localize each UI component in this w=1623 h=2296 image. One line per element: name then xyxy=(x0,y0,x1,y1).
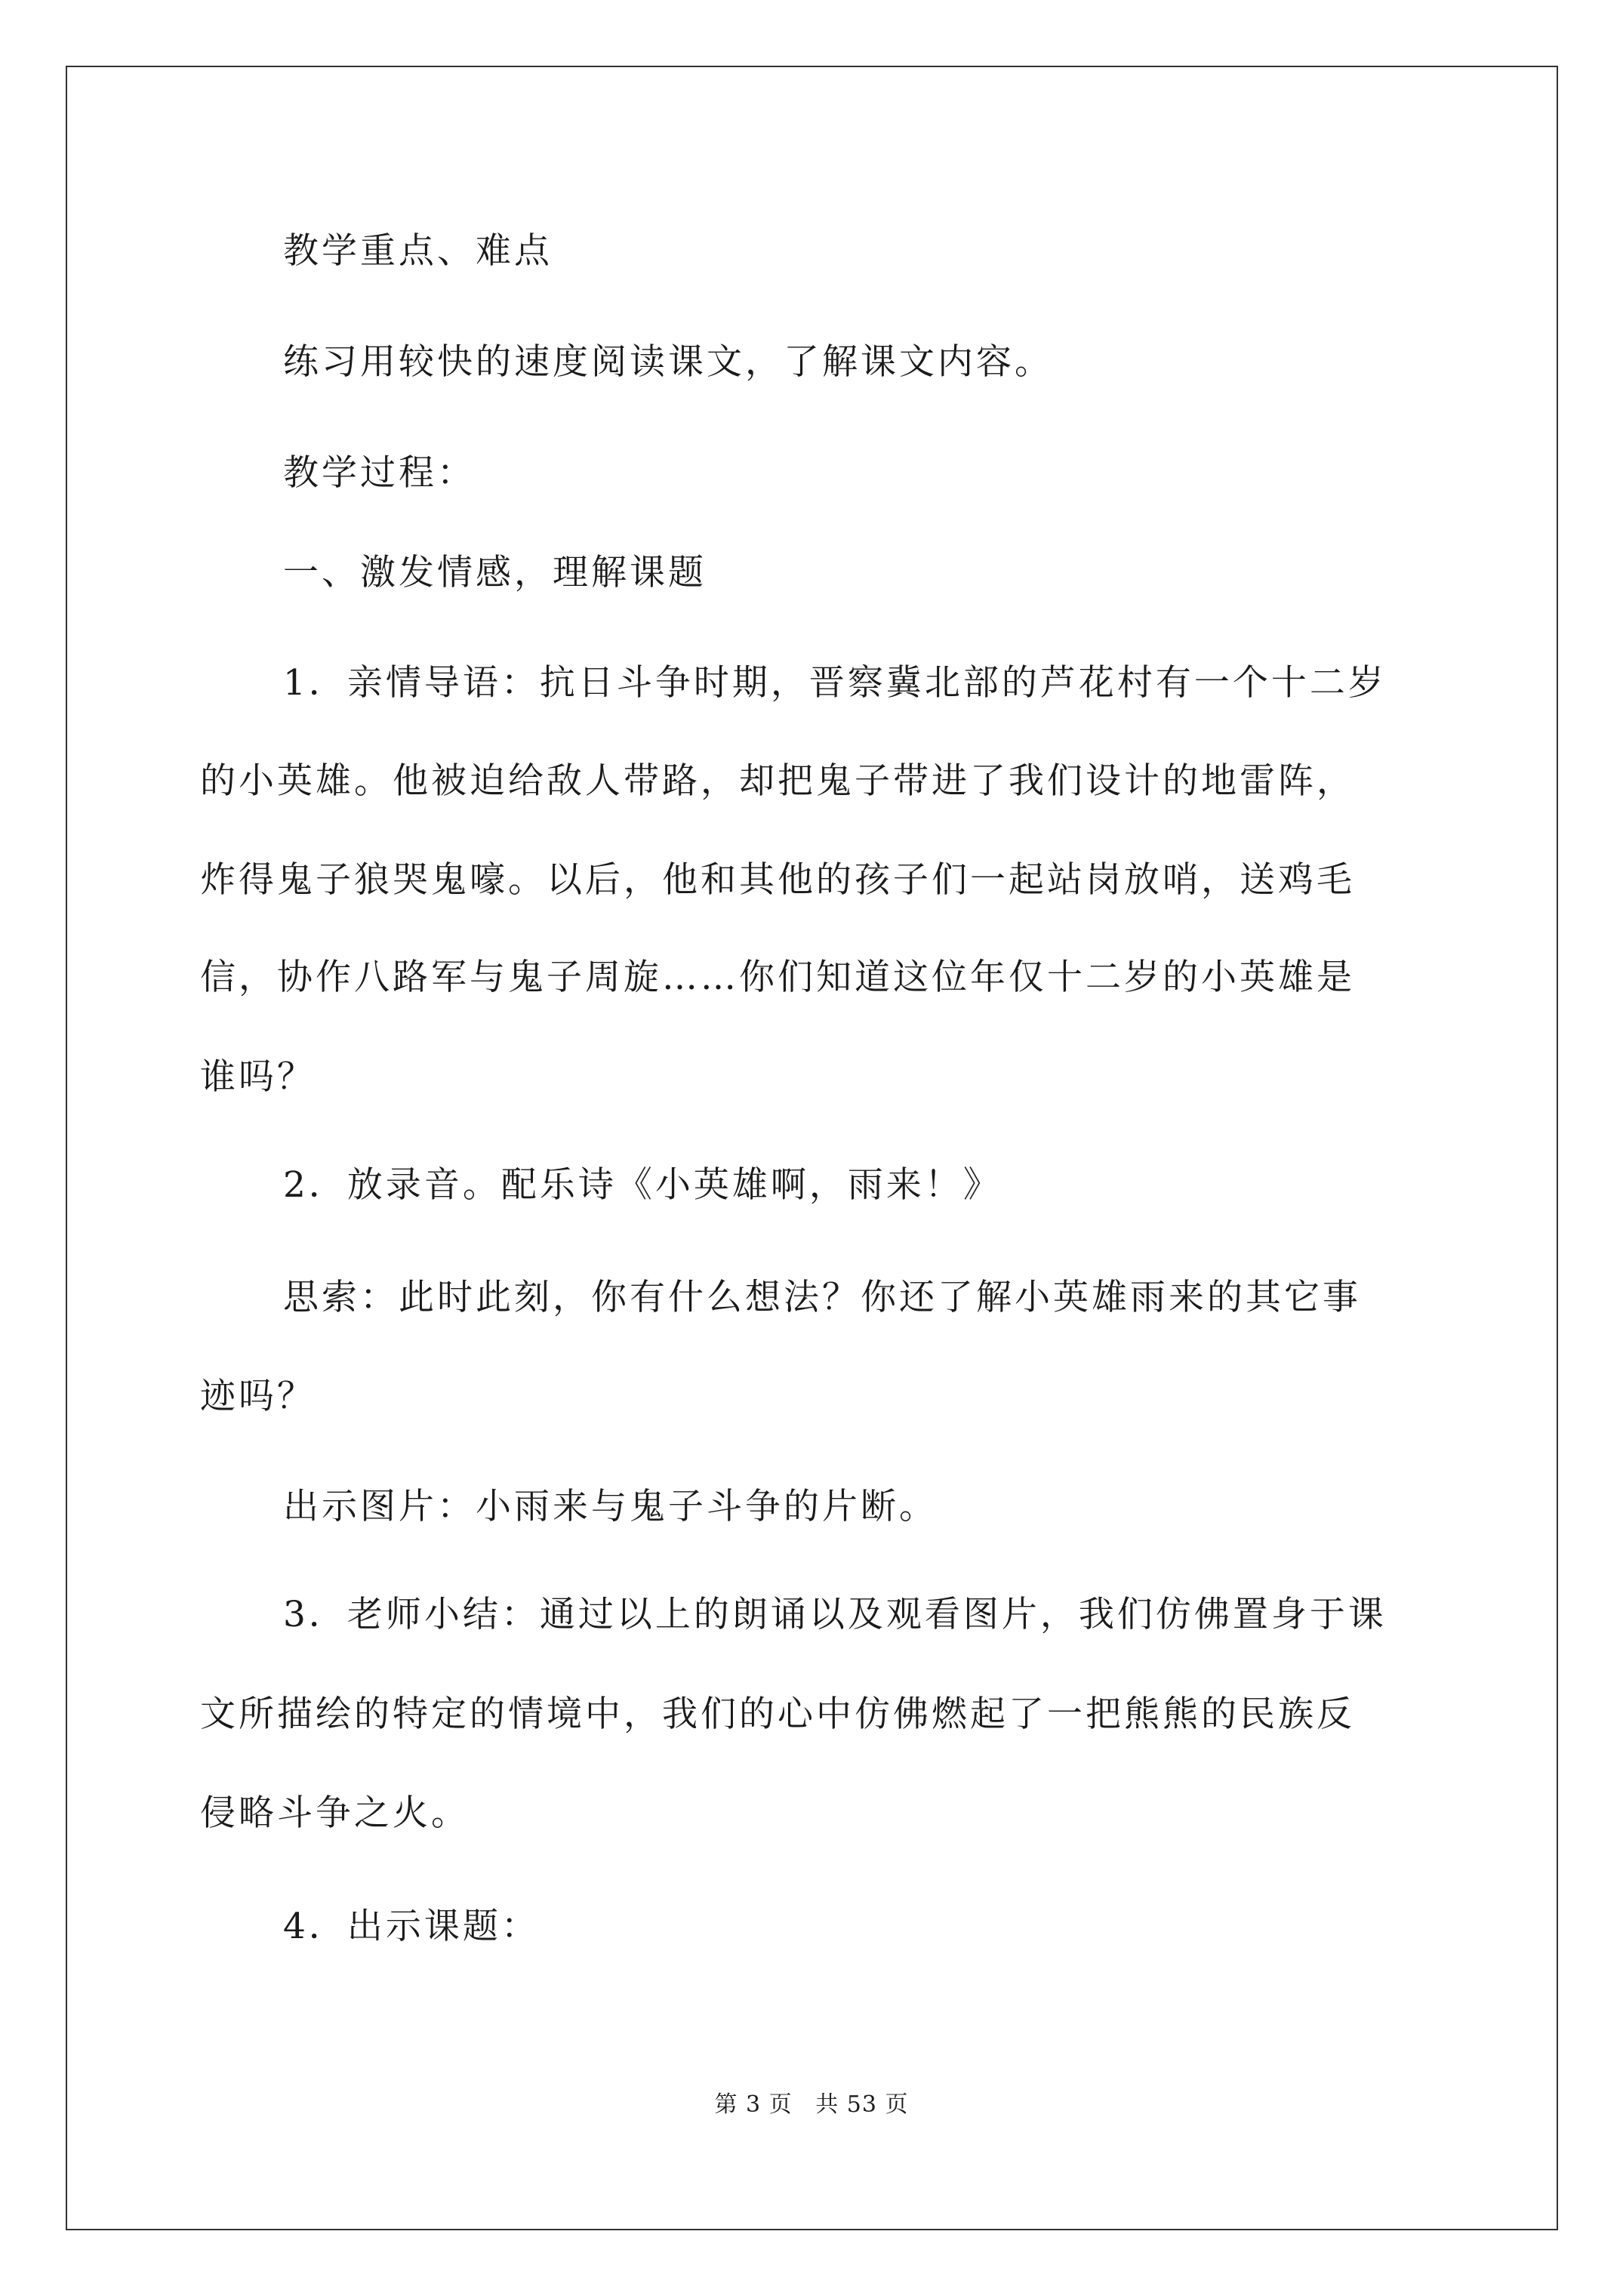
heading-key-points: 教学重点、难点 xyxy=(283,230,553,272)
paragraph-line: 出示图片：小雨来与鬼子斗争的片断。 xyxy=(283,1486,938,1527)
heading-process: 教学过程： xyxy=(283,452,476,494)
paragraph-line: 文所描绘的特定的情境中，我们的心中仿佛燃起了一把熊熊的民族反 xyxy=(200,1693,1355,1735)
page-number: 第 3 页 xyxy=(714,2091,793,2118)
paragraph-line: 侵略斗争之火。 xyxy=(200,1792,470,1834)
paragraph-line: 4．出示课题： xyxy=(283,1906,540,1947)
paragraph-line: 谁吗？ xyxy=(200,1056,316,1098)
paragraph-line: 3．老师小结：通过以上的朗诵以及观看图片，我们仿佛置身于课 xyxy=(283,1594,1387,1635)
paragraph-line: 2．放录音。配乐诗《小英雄啊，雨来！》 xyxy=(283,1164,1002,1206)
paragraph-line: 信，协作八路军与鬼子周旋……你们知道这位年仅十二岁的小英雄是 xyxy=(200,957,1355,998)
paragraph-line: 思索：此时此刻，你有什么想法？你还了解小英雄雨来的其它事 xyxy=(283,1277,1361,1318)
section-heading: 一、激发情感，理解课题 xyxy=(283,552,707,593)
paragraph-line: 迹吗？ xyxy=(200,1376,316,1417)
paragraph-line: 练习用较快的速度阅读课文，了解课文内容。 xyxy=(283,341,1053,383)
page-footer xyxy=(0,2090,1623,2120)
paragraph-line: 炸得鬼子狼哭鬼嚎。以后，他和其他的孩子们一起站岗放哨，送鸡毛 xyxy=(200,859,1355,901)
paragraph-line: 的小英雄。他被迫给敌人带路，却把鬼子带进了我们设计的地雷阵， xyxy=(200,760,1355,802)
paragraph-line: 1．亲情导语：抗日斗争时期，晋察冀北部的芦花村有一个十二岁 xyxy=(283,662,1387,704)
page-total: 共 53 页 xyxy=(815,2091,909,2118)
